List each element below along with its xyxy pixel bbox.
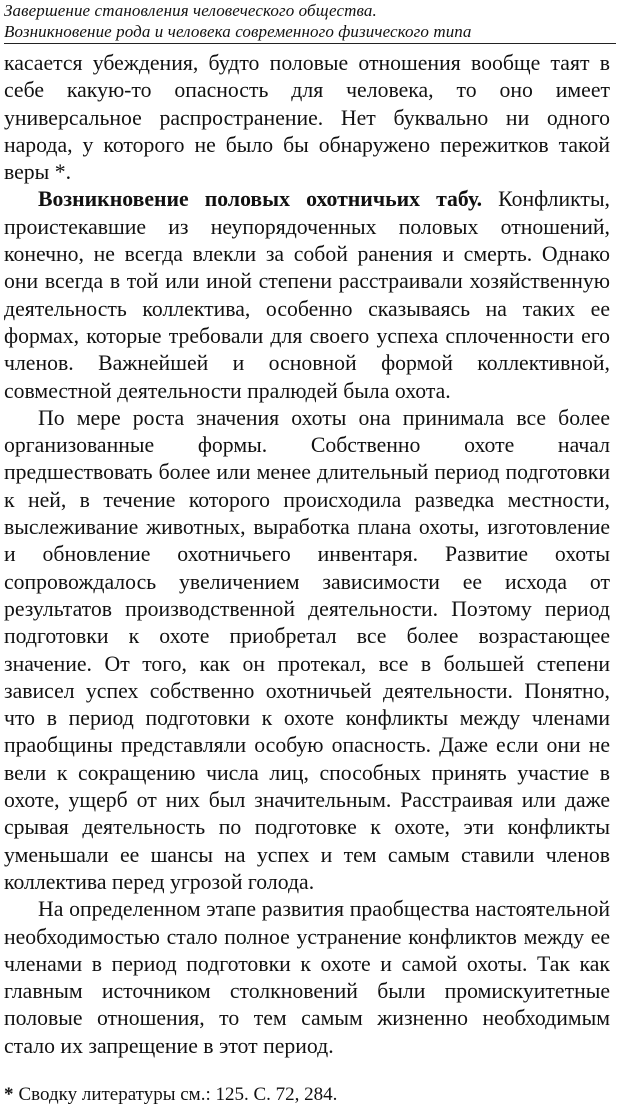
paragraph-hunting-preparation: По мере роста значения охоты она принимала все более организованные формы. Собственно охоте начал предшествовать более или менее длительный период подготовки к ней, в течение которого происходила разведка местности, выслеживание животных, выработка плана охоты, изготовление и обновление охотничьего инвентаря. Развитие охоты сопровождалось увеличением зависимости ее исхода от результатов производственной деятельности. Поэтому период подготовки к охоте приобретал все более возрастающее значение. От того, как он протекал, все в большей степени зависел успех собственно охотничьей деятельности. Понятно, что в период подготовки к охоте конфликты между членами праобщины представляли особую опасность. Даже если они не вели к сокращению числа лиц, способных принять участие в охоте, ущерб от них был значительным. Расстраивая или даже срывая деятельность по подготовке к охоте, эти конфликты уменьшали ее шансы на успех и тем самым ставили членов коллектива перед угрозой голода. [4,405,610,894]
header-rule [4,43,616,44]
footnote-mark: * [4,1084,14,1105]
paragraph-prohibition: На определенном этапе развития праобщества настоятельной необходимостью стало полное устранение конфликтов между ее членами в период подготовки к охоте и самой охоты. Так как главным источником столкновений были промискуитетные половые отношения, то тем самым жизненно необходимым стало их запрещение в этот период. [4,897,610,1058]
running-head [4,0,610,42]
paragraph-section [4,186,610,404]
running-head-line-2: Возникновение рода и человека современного физического типа [4,22,472,41]
footnote-text: Сводку литературы см.: 125. С. 72, 284. [18,1084,338,1105]
footnote [4,1084,337,1106]
paragraph-continuation: касается убеждения, будто половые отношения вообще таят в себе какую-то опасность для человека, то оно имеет универсальное распространение. Нет буквально ни одного народа, у которого не было бы обнаружено пережитков такой веры *. [4,51,610,185]
body-text [4,50,610,1060]
running-head-line-1: Завершение становления человеческого общества. [4,1,377,20]
section-paragraph-text: Конфликты, проистекавшие из неупорядоченных половых отношений, конечно, не всегда влекли за собой ранения и смерть. Однако они всегда в той или иной степени расстраивали хозяйственную деятельность коллектива, особенно сказываясь на таких ее формах, которые требовали для своего успеха сплоченности его членов. Важнейшей и основной формой коллективной, совместной деятельности пралюдей была охота. [4,187,610,403]
section-heading: Возникновение половых охотничьих табу. [38,187,483,212]
